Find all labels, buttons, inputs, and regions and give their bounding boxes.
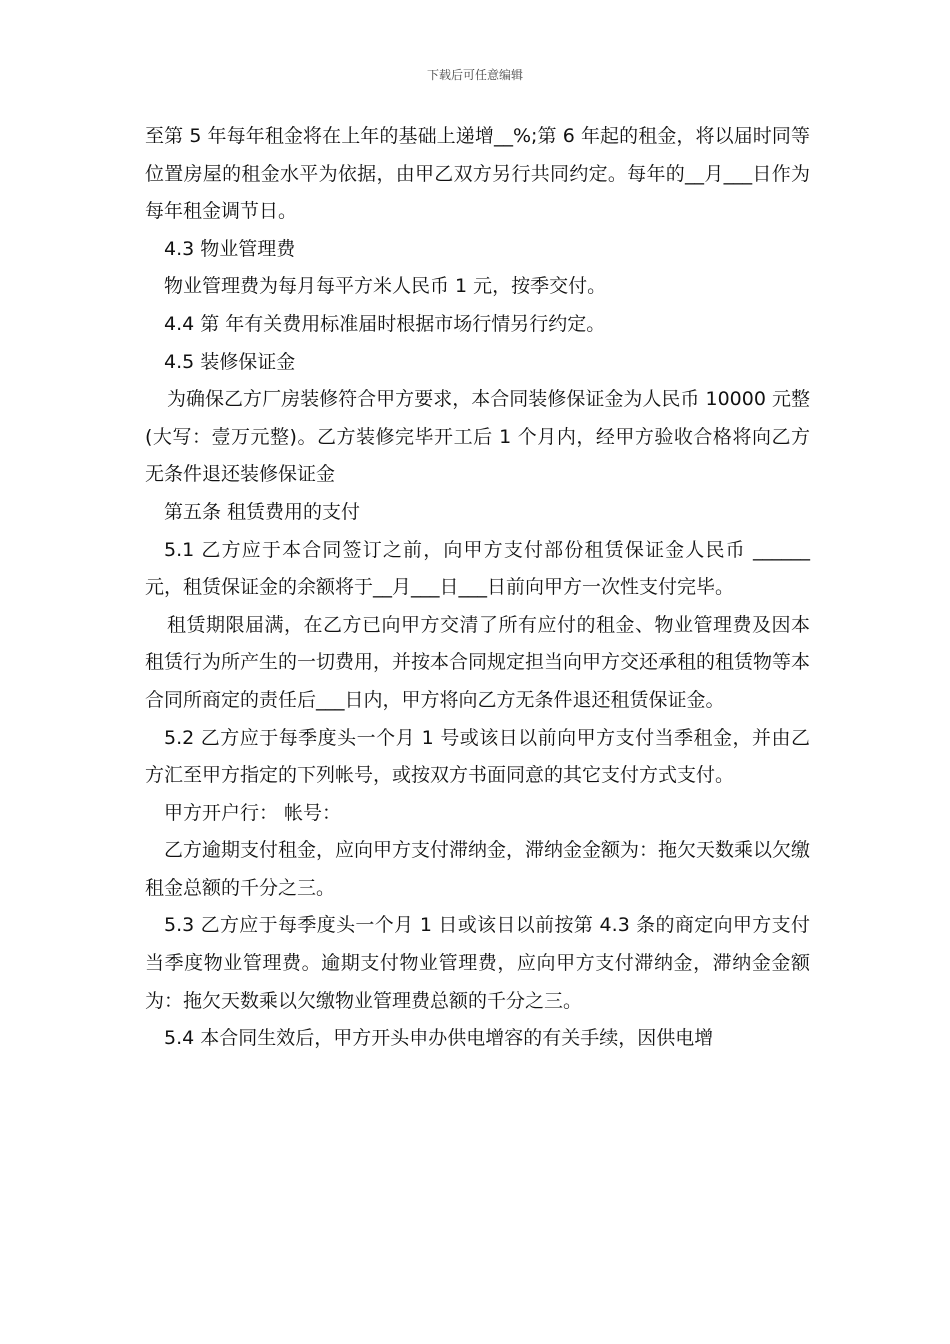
paragraph-bank-account: 甲方开户行： 帐号： (164, 801, 342, 824)
paragraph-4-4: 4.4 第 年有关费用标准届时根据市场行情另行约定。 (164, 312, 606, 335)
paragraph-late-rent-fee: 乙方逾期支付租金，应向甲方支付滞纳金，滞纳金金额为：拖欠天数乘以欠缴租金总额的千分之三。 (145, 839, 811, 899)
page-header: 下载后可任意编辑 (426, 68, 523, 82)
paragraph-property-fee: 物业管理费为每月每平方米人民币 1 元，按季交付。 (164, 275, 607, 298)
heading-4-5: 4.5 装修保证金 (164, 350, 296, 373)
paragraph-5-4: 5.4 本合同生效后，甲方开头申办供电增容的有关手续，因供电增 (164, 1027, 714, 1050)
paragraph-5-1: 5.1 乙方应于本合同签订之前，向甲方支付部份租赁保证金人民币 ______元，租赁保证金的余额将于__月___日___日前向甲方一次性支付完毕。 (145, 538, 810, 599)
paragraph-5-3: 5.3 乙方应于每季度头一个月 1 日或该日以前按第 4.3 条的商定向甲方支付当季度物业管理费。逾期支付物业管理费，应向甲方支付滞纳金，滞纳金金额为：拖欠天数乘以欠缴物业管理费总额的千分之三。 (145, 914, 810, 1012)
document-body (145, 118, 810, 1058)
heading-article-5: 第五条 租赁费用的支付 (164, 500, 361, 523)
heading-4-3: 4.3 物业管理费 (164, 237, 296, 260)
paragraph-renovation-deposit: 为确保乙方厂房装修符合甲方要求，本合同装修保证金为人民币 10000 元整(大写：壹万元整)。乙方装修完毕开工后 1 个月内，经甲方验收合格将向乙方无条件退还装修保证金 (145, 388, 810, 486)
paragraph-rent-increase: 至第 5 年每年租金将在上年的基础上递增__%;第 6 年起的租金，将以届时同等位置房屋的租金水平为依据，由甲乙双方另行共同约定。每年的__月___日作为每年租金调节日。 (145, 125, 810, 223)
paragraph-5-2: 5.2 乙方应于每季度头一个月 1 号或该日以前向甲方支付当季租金，并由乙方汇至甲方指定的下列帐号，或按双方书面同意的其它支付方式支付。 (145, 726, 810, 787)
paragraph-deposit-refund: 租赁期限届满，在乙方已向甲方交清了所有应付的租金、物业管理费及因本租赁行为所产生的一切费用，并按本合同规定担当向甲方交还承租的租赁物等本合同所商定的责任后___日内，甲方将向乙方无条件退还租赁保证金。 (145, 613, 811, 711)
